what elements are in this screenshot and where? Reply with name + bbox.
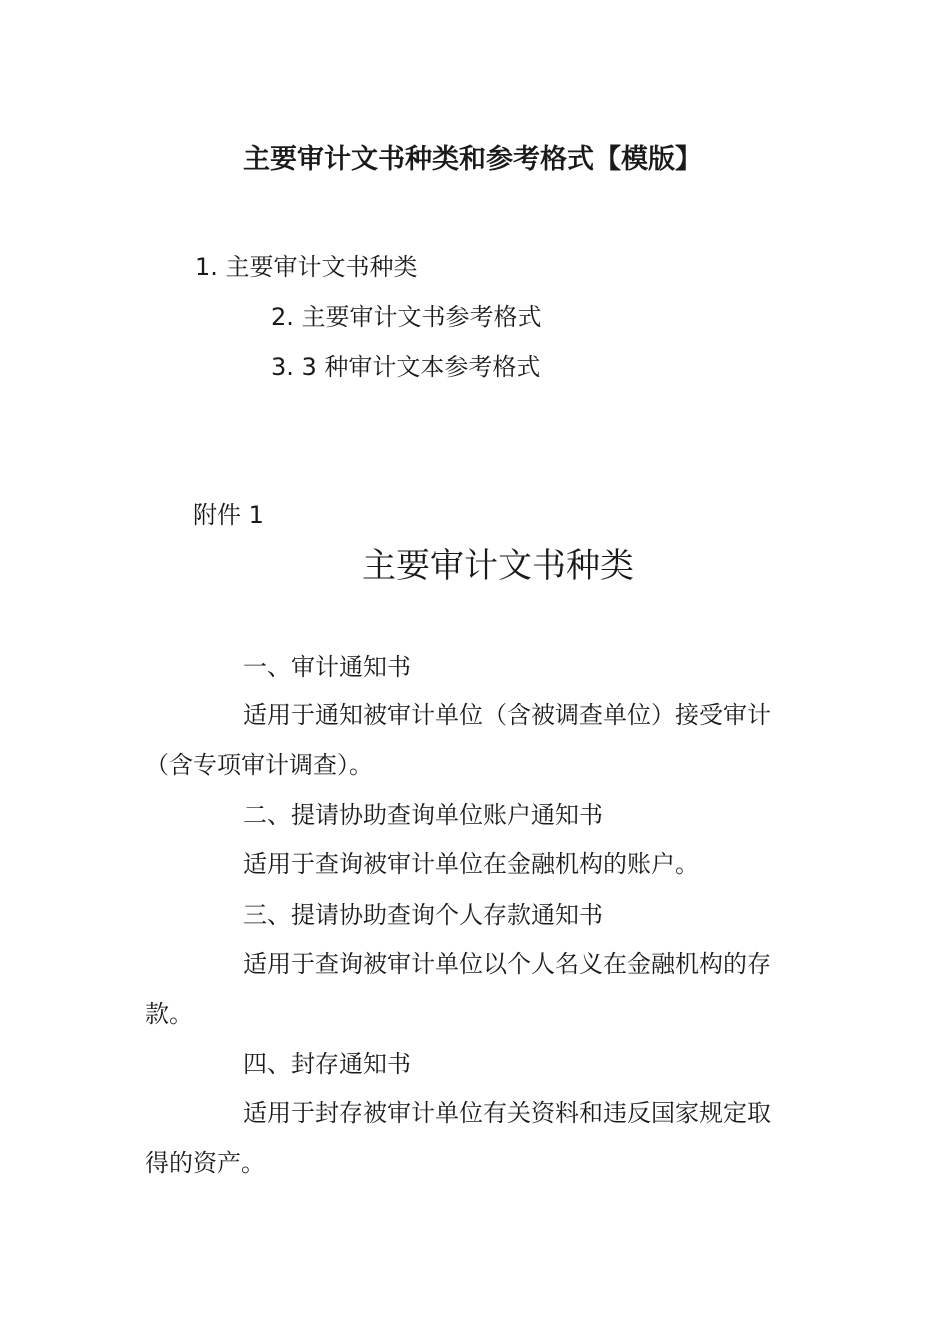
item-2-line-1: 适用于查询被审计单位在金融机构的账户。 (243, 850, 699, 878)
item-4-line-1: 适用于封存被审计单位有关资料和违反国家规定取 (243, 1099, 771, 1127)
item-4-line-2: 得的资产。 (145, 1149, 265, 1177)
document-title: 主要审计文书种类和参考格式【模版】 (243, 144, 702, 175)
toc-item-2: 2. 主要审计文书参考格式 (271, 303, 542, 331)
item-3-line-1: 适用于查询被审计单位以个人名义在金融机构的存 (243, 950, 771, 978)
section-title: 主要审计文书种类 (362, 546, 634, 586)
item-1-line-1: 适用于通知被审计单位（含被调查单位）接受审计 (243, 701, 771, 729)
item-4-heading: 四、封存通知书 (243, 1050, 411, 1078)
item-1-heading: 一、审计通知书 (243, 653, 411, 681)
attachment-label: 附件 1 (193, 501, 264, 529)
item-1-line-2: （含专项审计调查）。 (145, 751, 373, 779)
toc-item-1: 1. 主要审计文书种类 (195, 253, 418, 281)
item-2-heading: 二、提请协助查询单位账户通知书 (243, 801, 603, 829)
item-3-heading: 三、提请协助查询个人存款通知书 (243, 901, 603, 929)
item-3-line-2: 款。 (145, 1000, 193, 1028)
toc-item-3: 3. 3 种审计文本参考格式 (271, 353, 541, 381)
